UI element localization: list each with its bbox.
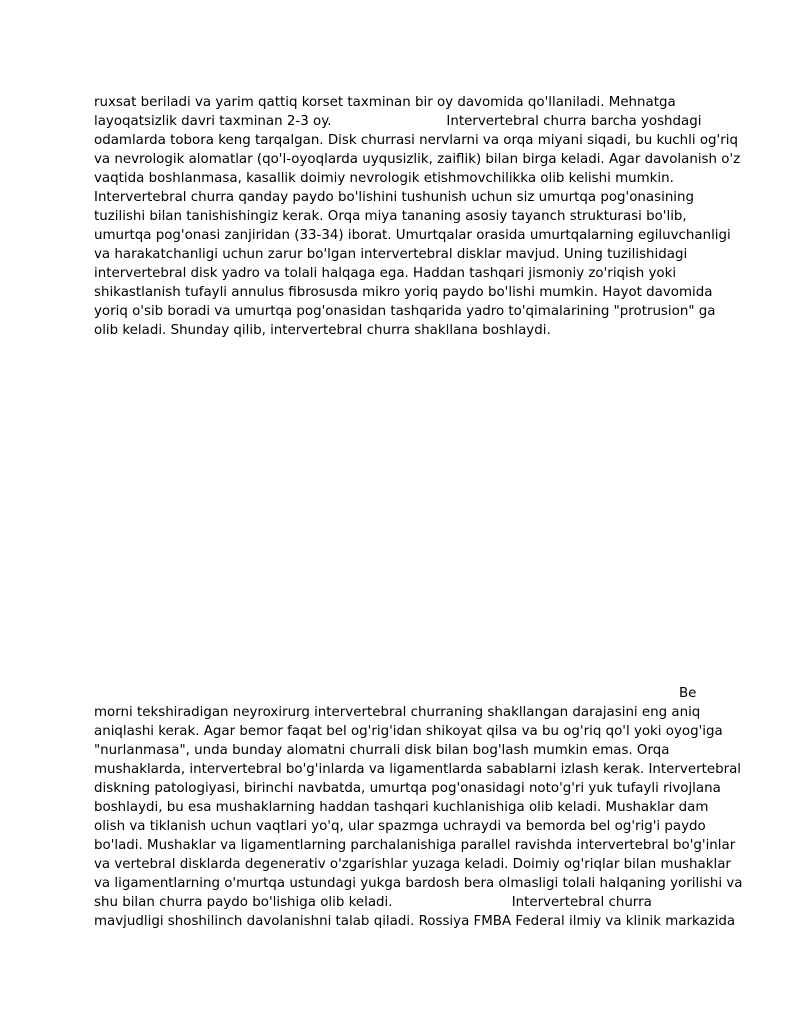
- text-line: yoriq o'sib boradi va umurtqa pog'onasidan tashqarida yadro to'qimalarining "protrusion" ga: [94, 304, 716, 319]
- text-line: va nevrologik alomatlar (qo'l-oyoqlarda uyqusizlik, zaiflik) bilan birga keladi. Agar davolanish o'z: [94, 152, 741, 167]
- text-line: mavjudligi shoshilinch davolanishni talab qiladi. Rossiya FMBA Federal ilmiy va klinik markazida: [94, 914, 736, 929]
- text-line: shikastlanish tufayli annulus fibrosusda mikro yoriq paydo bo'lishi mumkin. Hayot davomida: [94, 285, 713, 300]
- text-line: mushaklarda, intervertebral bo'g'inlarda va ligamentlarda sabablarni izlash kerak. Intervertebral: [94, 762, 741, 777]
- text-line: layoqatsizlik davri taxminan 2-3 oy. Intervertebral churra barcha yoshdagi: [94, 114, 702, 129]
- text-line: "nurlanmasa", unda bunday alomatni churrali disk bilan bog'lash mumkin emas. Orqa: [94, 743, 670, 758]
- text-line: olib keladi. Shunday qilib, intervertebral churra shakllana boshlaydi.: [94, 323, 551, 338]
- text-line: boshlaydi, bu esa mushaklarning haddan tashqari kuchlanishiga olib keladi. Mushaklar dam: [94, 800, 709, 815]
- text-line: tuzilishi bilan tanishishingiz kerak. Orqa miya tananing asosiy tayanch strukturasi bo'lib,: [94, 209, 687, 224]
- text-line: odamlarda tobora keng tarqalgan. Disk churrasi nervlarni va orqa miyani siqadi, bu kuchli og'riq: [94, 133, 738, 148]
- text-line: intervertebral disk yadro va tolali halqaga ega. Haddan tashqari jismoniy zo'riqish yoki: [94, 266, 677, 281]
- text-line: bo'ladi. Mushaklar va ligamentlarning parchalanishiga parallel ravishda intervertebral bo'g'inlar: [94, 838, 736, 853]
- text-line: va vertebral disklarda degenerativ o'zgarishlar yuzaga keladi. Doimiy og'riqlar bilan mushaklar: [94, 857, 731, 872]
- text-line: umurtqa pog'onasi zanjiridan (33-34) iborat. Umurtqalar orasida umurtqalarning egiluvchanligi: [94, 228, 731, 243]
- text-line: morni tekshiradigan neyroxirurg intervertebral churraning shakllangan darajasini eng aniq: [94, 705, 701, 720]
- text-line: Intervertebral churra qanday paydo bo'lishini tushunish uchun siz umurtqa pog'onasining: [94, 190, 695, 205]
- orphan-word-fragment: Be: [679, 686, 697, 701]
- text-line: va harakatchanligi uchun zarur bo'lgan intervertebral disklar mavjud. Uning tuzilishidagi: [94, 247, 688, 262]
- text-line: ruxsat beriladi va yarim qattiq korset taxminan bir oy davomida qo'llaniladi. Mehnatga: [94, 95, 676, 110]
- text-line: diskning patologiyasi, birinchi navbatda, umurtqa pog'onasidagi noto'g'ri yuk tufayli rivojlana: [94, 781, 721, 796]
- text-line: vaqtida boshlanmasa, kasallik doimiy nevrologik etishmovchilikka olib kelishi mumkin.: [94, 171, 674, 186]
- text-line: aniqlashi kerak. Agar bemor faqat bel og'rig'idan shikoyat qilsa va bu og'riq qo'l yoki oyog'iga: [94, 724, 723, 739]
- text-line: shu bilan churra paydo bo'lishiga olib keladi. Intervertebral churra: [94, 895, 652, 910]
- text-line: va ligamentlarning o'murtqa ustundagi yukga bardosh bera olmasligi tolali halqaning yorilishi va: [94, 876, 743, 891]
- text-line: olish va tiklanish uchun vaqtlari yo'q, ular spazmga uchraydi va bemorda bel og'rig'i paydo: [94, 819, 706, 834]
